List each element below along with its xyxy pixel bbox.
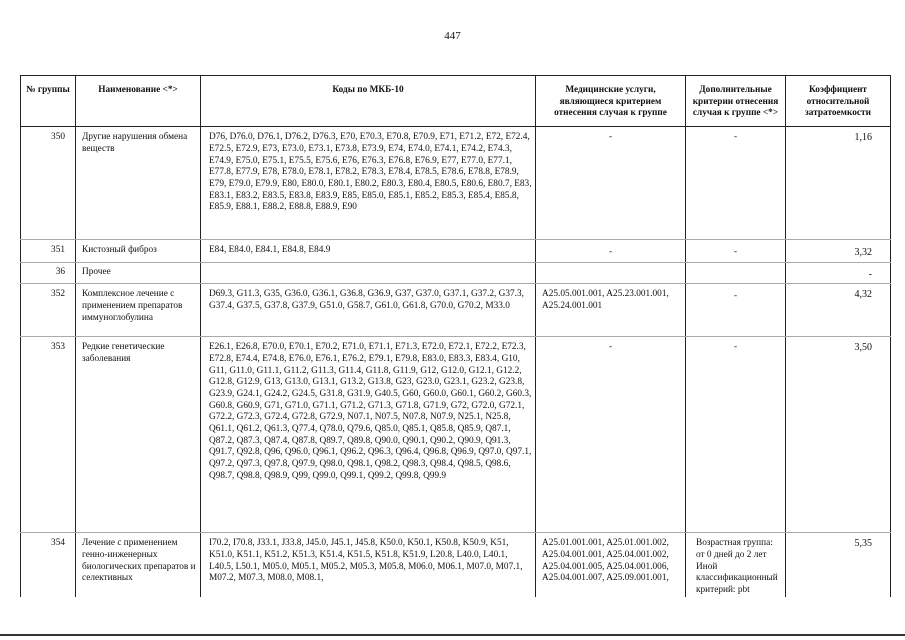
medical-services: - xyxy=(536,337,686,533)
coefficient: 3,32 xyxy=(786,240,891,263)
coefficient: - xyxy=(786,263,891,284)
header-icd-codes: Коды по МКБ-10 xyxy=(201,76,536,127)
extra-criteria: - xyxy=(686,337,786,533)
ksg-table xyxy=(20,75,891,597)
table-row xyxy=(21,337,891,533)
extra-criteria: Возрастная группа: от 0 дней до 2 лет Иной классификационный критерий: pbt xyxy=(686,533,786,597)
table-row xyxy=(21,533,891,597)
group-name: Редкие генетические заболевания xyxy=(76,337,201,533)
icd-codes xyxy=(201,263,536,284)
group-name: Комплексное лечение с применением препаратов иммуноглобулина xyxy=(76,284,201,337)
table-row xyxy=(21,240,891,263)
group-name: Кистозный фиброз xyxy=(76,240,201,263)
extra-criteria: - xyxy=(686,127,786,240)
medical-services: A25.05.001.001, A25.23.001.001, A25.24.001.001 xyxy=(536,284,686,337)
icd-codes: E84, E84.0, E84.1, E84.8, E84.9 xyxy=(201,240,536,263)
group-number: 354 xyxy=(21,533,76,597)
table-header-row xyxy=(21,76,891,127)
icd-codes: D76, D76.0, D76.1, D76.2, D76.3, E70, E70.3, E70.8, E70.9, E71, E71.2, E72, E72.4, E72.5, E72.9, E73, E73.0, E73.1, E73.8, E73.9, E74, E74.0, E74.1, E74.2, E74.3, E74.9, E75.0, E75.1, E75.5, E75.6, E76, E76.3, E76.8, E76.9, E77, E77.0, E77.1, E77.8, E77.9, E78, E78.0, E78.1, E78.2, E78.3, E78.4, E78.5, E78.6, E78.8, E78.9, E79, E79.0, E79.9, E80, E80.0, E80.1, E80.2, E80.3, E80.4, E80.5, E80.6, E80.7, E83, E83.1, E83.2, E83.5, E83.8, E83.9, E85, E85.0, E85.1, E85.2, E85.3, E85.4, E85.8, E85.9, E88.1, E88.2, E88.8, E88.9, E90 xyxy=(201,127,536,240)
table-row xyxy=(21,263,891,284)
medical-services: - xyxy=(536,127,686,240)
table-row xyxy=(21,127,891,240)
header-name: Наименование <*> xyxy=(76,76,201,127)
group-name: Другие нарушения обмена веществ xyxy=(76,127,201,240)
coefficient: 5,35 xyxy=(786,533,891,597)
group-number: 351 xyxy=(21,240,76,263)
icd-codes: E26.1, E26.8, E70.0, E70.1, E70.2, E71.0, E71.1, E71.3, E72.0, E72.1, E72.2, E72.3, E72.8, E74.4, E74.8, E76.0, E76.1, E76.2, E79.1, E79.8, E83.0, E83.3, E83.4, G10, G11, G11.0, G11.1, G11.2, G11.3, G11.4, G11.8, G11.9, G12, G12.0, G12.1, G12.2, G12.8, G12.9, G13, G13.0, G13.1, G13.2, G13.8, G23, G23.0, G23.1, G23.2, G23.8, G23.9, G24.1, G24.2, G24.5, G31.8, G31.9, G40.5, G60, G60.0, G60.1, G60.2, G60.3, G60.8, G60.9, G71, G71.0, G71.1, G71.2, G71.3, G71.8, G71.9, G72, G72.0, G72.1, G72.2, G72.3, G72.4, G72.8, G72.9, N07.1, N07.5, N07.8, N07.9, N25.1, N25.8, Q61.1, Q61.2, Q61.3, Q77.4, Q78.0, Q79.6, Q85.0, Q85.1, Q85.8, Q85.9, Q87.1, Q87.2, Q87.3, Q87.4, Q87.8, Q89.7, Q89.8, Q90.0, Q90.1, Q90.2, Q90.9, Q91.3, Q91.7, Q92.8, Q96, Q96.0, Q96.1, Q96.2, Q96.3, Q96.4, Q96.8, Q96.9, Q97.0, Q97.1, Q97.2, Q97.3, Q97.8, Q97.9, Q98.0, Q98.1, Q98.2, Q98.3, Q98.4, Q98.5, Q98.6, Q98.7, Q98.8, Q98.9, Q99, Q99.0, Q99.1, Q99.2, Q99.8, Q99.9 xyxy=(201,337,536,533)
extra-criteria: - xyxy=(686,240,786,263)
header-group-number: № группы xyxy=(21,76,76,127)
extra-criteria xyxy=(686,263,786,284)
group-name: Прочее xyxy=(76,263,201,284)
icd-codes: D69.3, G11.3, G35, G36.0, G36.1, G36.8, G36.9, G37, G37.0, G37.1, G37.2, G37.3, G37.4, G37.5, G37.8, G37.9, G51.0, G58.7, G61.0, G61.8, G70.0, G70.2, M33.0 xyxy=(201,284,536,337)
header-medical-services: Медицинские услуги, являющиеся критерием отнесения случая к группе xyxy=(536,76,686,127)
group-number: 36 xyxy=(21,263,76,284)
table-row xyxy=(21,284,891,337)
group-number: 353 xyxy=(21,337,76,533)
medical-services xyxy=(536,263,686,284)
extra-criteria: - xyxy=(686,284,786,337)
group-number: 352 xyxy=(21,284,76,337)
group-name: Лечение с применением генно-инженерных биологических препаратов и селективных xyxy=(76,533,201,597)
page-bottom-edge xyxy=(0,634,905,636)
icd-codes: I70.2, I70.8, J33.1, J33.8, J45.0, J45.1, J45.8, K50.0, K50.1, K50.8, K50.9, K51, K51.0, K51.1, K51.2, K51.3, K51.4, K51.5, K51.8, K51.9, L20.8, L40.0, L40.1, L40.5, L50.1, M05.0, M05.1, M05.2, M05.3, M05.8, M06.0, M06.1, M07.0, M07.1, M07.2, M07.3, M08.0, M08.1, xyxy=(201,533,536,597)
medical-services: - xyxy=(536,240,686,263)
coefficient: 1,16 xyxy=(786,127,891,240)
page-number: 447 xyxy=(444,30,461,42)
coefficient: 4,32 xyxy=(786,284,891,337)
header-extra-criteria: Дополнительные критерии отнесения случая к группе <*> xyxy=(686,76,786,127)
header-coefficient: Коэффициент относительной затратоемкости xyxy=(786,76,891,127)
medical-services: A25.01.001.001, A25.01.001.002, A25.04.001.001, A25.04.001.002, A25.04.001.005, A25.04.001.006, A25.04.001.007, A25.09.001.001, xyxy=(536,533,686,597)
group-number: 350 xyxy=(21,127,76,240)
coefficient: 3,50 xyxy=(786,337,891,533)
